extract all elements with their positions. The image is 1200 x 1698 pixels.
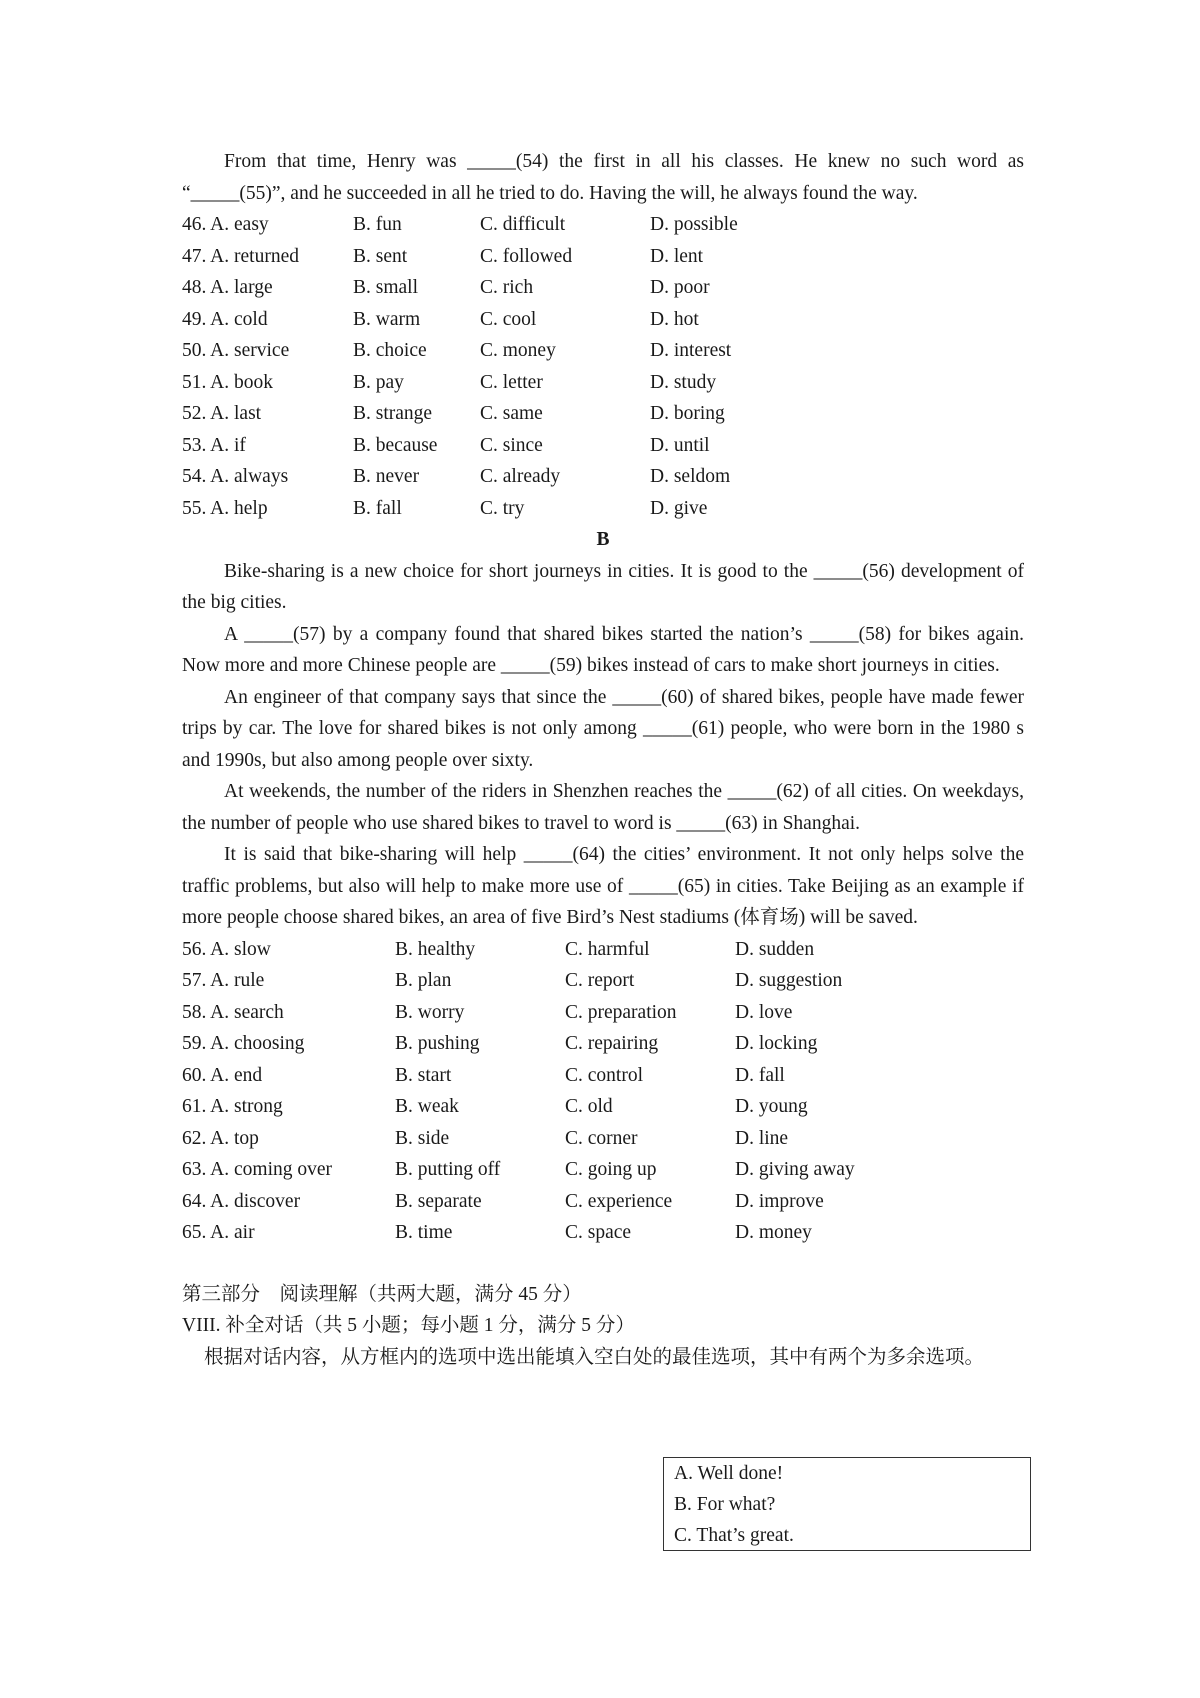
option-a: 52. A. last [182, 403, 262, 424]
option-a: 49. A. cold [182, 308, 268, 330]
option-b: B. pushing [395, 1033, 480, 1054]
option-b: B. choice [353, 340, 427, 361]
dialogue-options-box [663, 1457, 1031, 1551]
option-a: 56. A. slow [182, 938, 271, 960]
option-b: B. strange [353, 403, 433, 424]
question-47 [182, 241, 1024, 273]
question-56 [182, 934, 1024, 966]
option-d: D. interest [650, 340, 732, 361]
option-c: C. preparation [565, 1001, 677, 1023]
option-c: C. money [480, 340, 556, 361]
dialogue-option-a: A. Well done! [674, 1463, 784, 1484]
question-65 [182, 1217, 1024, 1249]
option-b: B. sent [353, 245, 408, 267]
option-a: 46. A. easy [182, 214, 269, 235]
question-61 [182, 1091, 1024, 1123]
question-54 [182, 461, 1024, 493]
option-b: B. time [395, 1222, 453, 1243]
option-c: C. same [480, 403, 543, 424]
option-d: D. locking [735, 1033, 818, 1054]
option-d: D. fall [735, 1064, 785, 1086]
option-a: 62. A. top [182, 1127, 259, 1149]
option-a: 60. A. end [182, 1064, 263, 1086]
option-d: D. study [650, 371, 717, 393]
question-59 [182, 1028, 1024, 1060]
part-three-heading: 第三部分 阅读理解（共两大题，满分 45 分） [182, 1283, 582, 1305]
option-d: D. money [735, 1222, 812, 1243]
option-d: D. poor [650, 277, 710, 298]
option-c: C. since [480, 434, 543, 456]
option-d: D. line [735, 1127, 789, 1149]
questions-a-list [182, 209, 1024, 524]
option-d: D. young [735, 1096, 808, 1117]
option-c: C. difficult [480, 214, 566, 235]
option-a: 47. A. returned [182, 245, 299, 267]
option-a: 64. A. discover [182, 1190, 301, 1212]
passage-b-paragraph-4: At weekends, the number of the riders in Shenzhen reaches the _____(62) of all cities. On weekdays, the number of people who use shared bikes to travel to word is _____(63) in Shanghai. [182, 781, 1024, 834]
option-c: C. going up [565, 1159, 657, 1180]
question-50 [182, 335, 1024, 367]
option-a: 48. A. large [182, 277, 273, 298]
question-64 [182, 1186, 1024, 1218]
option-b: B. plan [395, 970, 452, 991]
option-c: C. rich [480, 277, 534, 298]
option-b: B. fall [353, 497, 402, 519]
option-c: C. repairing [565, 1033, 659, 1054]
question-51 [182, 367, 1024, 399]
option-d: D. boring [650, 403, 725, 424]
option-d: D. suggestion [735, 970, 843, 991]
passage-b-paragraph-3: An engineer of that company says that since the _____(60) of shared bikes, people have made fewer trips by car. The love for shared bikes is not only among _____(61) people, who were born in the 1980 s and 1990s, but also among people over sixty. [182, 686, 1024, 771]
option-a: 54. A. always [182, 466, 289, 487]
dialogue-option-c: C. That’s great. [674, 1525, 794, 1546]
option-c: C. experience [565, 1190, 673, 1212]
part-eight-heading: VIII. 补全对话（共 5 小题；每小题 1 分，满分 5 分） [182, 1315, 635, 1336]
question-49 [182, 304, 1024, 336]
option-a: 50. A. service [182, 340, 290, 361]
option-c: C. already [480, 466, 561, 487]
option-c: C. space [565, 1222, 632, 1243]
option-c: C. try [480, 497, 525, 519]
option-b: B. separate [395, 1190, 482, 1212]
option-a: 63. A. coming over [182, 1159, 333, 1180]
option-c: C. control [565, 1064, 643, 1086]
passage-a-paragraph: From that time, Henry was _____(54) the first in all his classes. He knew no such word as “_____(55)”, and he succeeded in all he tried to do. Having the will, he always found the way. [182, 151, 1024, 204]
option-d: D. give [650, 497, 708, 519]
passage-b-paragraph-5: It is said that bike-sharing will help _____(64) the cities’ environment. It not only helps solve the traffic problems, but also will help to make more use of _____(65) in cities. Take Beijing as an example if more people choose shared bikes, an area of five Bird’s Nest stadiums (体育场) will be saved. [182, 844, 1024, 928]
option-c: C. corner [565, 1127, 638, 1149]
option-b: B. small [353, 277, 419, 298]
option-a: 55. A. help [182, 497, 268, 519]
option-c: C. old [565, 1096, 613, 1117]
question-52 [182, 398, 1024, 430]
section-b-heading: B [596, 529, 610, 550]
option-d: D. until [650, 434, 710, 456]
option-b: B. worry [395, 1001, 465, 1023]
option-a: 59. A. choosing [182, 1033, 305, 1054]
option-b: B. fun [353, 214, 402, 235]
option-b: B. start [395, 1064, 452, 1086]
option-b: B. weak [395, 1096, 459, 1117]
questions-b-list [182, 934, 1024, 1249]
option-c: C. followed [480, 245, 573, 267]
option-a: 53. A. if [182, 434, 246, 456]
question-60 [182, 1060, 1024, 1092]
exam-page [182, 146, 1024, 1373]
passage-b-paragraph-1: Bike-sharing is a new choice for short journeys in cities. It is good to the _____(56) development of the big cities. [182, 560, 1024, 613]
option-b: B. side [395, 1127, 450, 1149]
option-d: D. improve [735, 1190, 824, 1212]
question-58 [182, 997, 1024, 1029]
option-d: D. sudden [735, 938, 815, 960]
option-b: B. pay [353, 371, 404, 393]
option-a: 65. A. air [182, 1222, 255, 1243]
option-d: D. giving away [735, 1159, 855, 1180]
option-c: C. report [565, 970, 635, 991]
option-a: 61. A. strong [182, 1096, 283, 1117]
option-b: B. putting off [395, 1159, 501, 1180]
option-d: D. possible [650, 214, 738, 235]
option-b: B. warm [353, 308, 421, 330]
option-d: D. love [735, 1001, 793, 1023]
option-b: B. never [353, 466, 420, 487]
option-a: 57. A. rule [182, 970, 265, 991]
option-c: C. letter [480, 371, 543, 393]
option-d: D. seldom [650, 466, 731, 487]
option-c: C. cool [480, 308, 537, 330]
question-57 [182, 965, 1024, 997]
option-d: D. lent [650, 245, 704, 267]
question-62 [182, 1123, 1024, 1155]
passage-b-paragraph-2: A _____(57) by a company found that shared bikes started the nation’s _____(58) for bikes again. Now more and more Chinese people are _____(59) bikes instead of cars to make short journeys in cities. [182, 623, 1024, 676]
option-b: B. healthy [395, 938, 476, 960]
option-d: D. hot [650, 308, 699, 330]
option-c: C. harmful [565, 938, 650, 960]
option-b: B. because [353, 434, 438, 456]
question-53 [182, 430, 1024, 462]
section-spacer [182, 1249, 1024, 1279]
question-48 [182, 272, 1024, 304]
question-55 [182, 493, 1024, 525]
option-a: 51. A. book [182, 371, 274, 393]
option-a: 58. A. search [182, 1001, 284, 1023]
dialogue-option-b: B. For what? [674, 1494, 776, 1515]
question-63 [182, 1154, 1024, 1186]
part-eight-instruction: 根据对话内容，从方框内的选项中选出能填入空白处的最佳选项，其中有两个为多余选项。 [204, 1346, 985, 1368]
question-46 [182, 209, 1024, 241]
